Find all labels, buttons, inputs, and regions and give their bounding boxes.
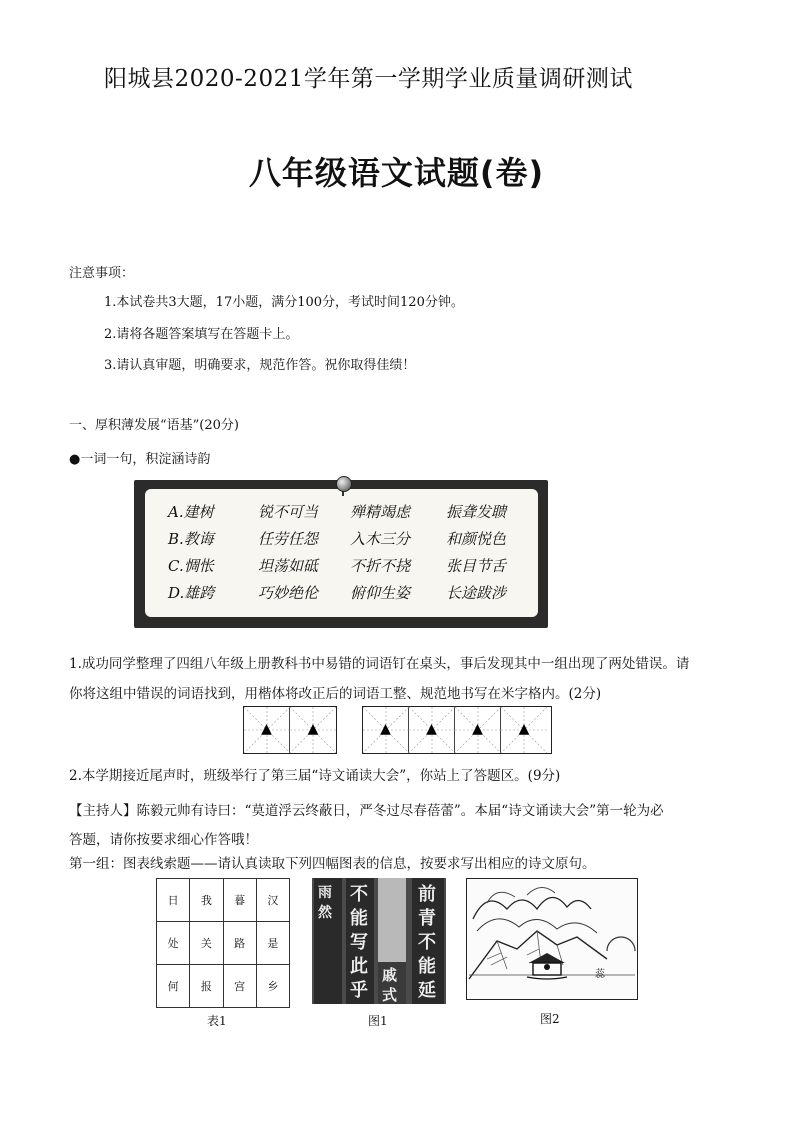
card-word: 巧妙绝伦 <box>258 584 319 602</box>
card-word: 入木三分 <box>350 530 411 548</box>
mizi-cell[interactable] <box>290 707 336 753</box>
table-cell: 日 <box>157 879 190 922</box>
calligraphy-char: 然 <box>318 905 332 921</box>
answer-marker: ▲ <box>307 721 319 737</box>
table-row <box>157 922 290 965</box>
pushpin-icon <box>336 476 352 492</box>
table-cell: 何 <box>157 965 190 1008</box>
note-item: 3.请认真审题，明确要求，规范作答。祝你取得佳绩！ <box>104 358 416 373</box>
host-text: 答题，请你按要求细心作答哦！ <box>69 832 258 848</box>
calligraphy-column <box>378 878 406 962</box>
answer-marker: ▲ <box>426 721 437 737</box>
card-word: D.雄跨 <box>168 584 215 602</box>
card-word: 殚精竭虑 <box>350 503 411 521</box>
answer-grid-four[interactable] <box>362 706 552 754</box>
card-word: A.建树 <box>168 503 214 521</box>
card-word: 锐不可当 <box>258 503 319 521</box>
card-word: 长途跋涉 <box>446 584 507 602</box>
calligraphy-char: 戚 <box>382 966 398 984</box>
table-cell: 乡 <box>256 965 289 1008</box>
calligraphy-char: 青 <box>418 908 436 929</box>
card-word: 和颜悦色 <box>446 530 507 548</box>
mizi-cell[interactable] <box>244 707 290 753</box>
calligraphy-char: 雨 <box>318 885 332 901</box>
exam-title: 八年级语文试题(卷) <box>248 154 545 192</box>
calligraphy-char: 延 <box>418 980 436 1001</box>
figure-2-caption: 图2 <box>540 1012 560 1026</box>
sketch-illustration <box>467 879 637 999</box>
figure-1-caption: 图1 <box>368 1014 388 1028</box>
calligraphy-char: 前 <box>418 884 436 905</box>
answer-grid-two[interactable] <box>243 706 337 754</box>
calligraphy-char: 不 <box>350 884 368 905</box>
card-word: 振聋发聩 <box>446 503 507 521</box>
answer-marker: ▲ <box>472 721 483 737</box>
notes-heading: 注意事项： <box>69 266 135 281</box>
table-cell: 报 <box>190 965 223 1008</box>
sketch-signature: 蕊 <box>595 969 605 980</box>
mizi-cell[interactable] <box>409 707 455 753</box>
table-row <box>157 965 290 1008</box>
calligraphy-char: 不 <box>418 932 436 953</box>
table-cell: 是 <box>256 922 289 965</box>
mizi-cell[interactable] <box>455 707 501 753</box>
table-row <box>157 879 290 922</box>
table-cell: 汉 <box>256 879 289 922</box>
figure-1-calligraphy <box>312 878 446 1004</box>
question-2-text: 2.本学期接近尾声时，班级举行了第三届“诗文诵读大会”，你站上了答题区。(9分) <box>69 768 561 784</box>
note-item: 2.请将各题答案填写在答题卡上。 <box>104 327 299 342</box>
calligraphy-char: 能 <box>350 908 368 929</box>
table-cell: 处 <box>157 922 190 965</box>
calligraphy-char: 此 <box>350 956 368 977</box>
figure-2-sketch <box>466 878 638 1000</box>
answer-marker: ▲ <box>518 721 530 737</box>
table-cell: 宫 <box>223 965 256 1008</box>
mizi-cell[interactable] <box>501 707 547 753</box>
section-heading: 一、厚积薄发展“语基”(20分) <box>69 418 239 433</box>
exam-header: 阳城县2020-2021学年第一学期学业质量调研测试 <box>104 66 633 92</box>
card-word: 任劳任怨 <box>258 530 319 548</box>
mizi-cell[interactable] <box>363 707 409 753</box>
calligraphy-char: 能 <box>418 956 436 977</box>
answer-marker: ▲ <box>261 721 272 737</box>
section-subheading: ●一词一句，积淀涵诗韵 <box>69 452 211 467</box>
note-item: 1.本试卷共3大题，17小题，满分100分，考试时间120分钟。 <box>104 295 464 310</box>
card-word: 坦荡如砥 <box>258 557 319 575</box>
card-word: B.教诲 <box>168 530 214 548</box>
card-word: 不折不挠 <box>350 557 411 575</box>
host-text: 【主持人】陈毅元帅有诗曰：“莫道浮云终蔽日，严冬过尽春蓓蕾”。本届“诗文诵读大会”第一轮为必 <box>69 803 664 819</box>
table-cell: 路 <box>223 922 256 965</box>
table-1-caption: 表1 <box>207 1014 227 1028</box>
card-word: C.惆怅 <box>168 557 214 575</box>
question-1-text: 你将这组中错误的词语找到，用楷体将改正后的词语工整、规范地书写在米字格内。(2分) <box>69 686 602 702</box>
calligraphy-char: 乎 <box>350 980 368 1001</box>
question-1-text: 1.成功同学整理了四组八年级上册教科书中易错的词语钉在桌头，事后发现其中一组出现了两处错误。请 <box>69 656 690 672</box>
calligraphy-char: 写 <box>350 932 368 953</box>
group-1-text: 第一组：图表线索题——请认真读取下列四幅图表的信息，按要求写出相应的诗文原句。 <box>69 856 596 872</box>
answer-marker: ▲ <box>380 721 391 737</box>
calligraphy-char: 式 <box>382 986 398 1004</box>
card-word: 俯仰生姿 <box>350 584 411 602</box>
table-1 <box>156 878 290 1008</box>
table-cell: 关 <box>190 922 223 965</box>
table-cell: 暮 <box>223 879 256 922</box>
card-word: 张目节舌 <box>446 557 507 575</box>
word-card-grid <box>168 502 528 603</box>
table-cell: 我 <box>190 879 223 922</box>
